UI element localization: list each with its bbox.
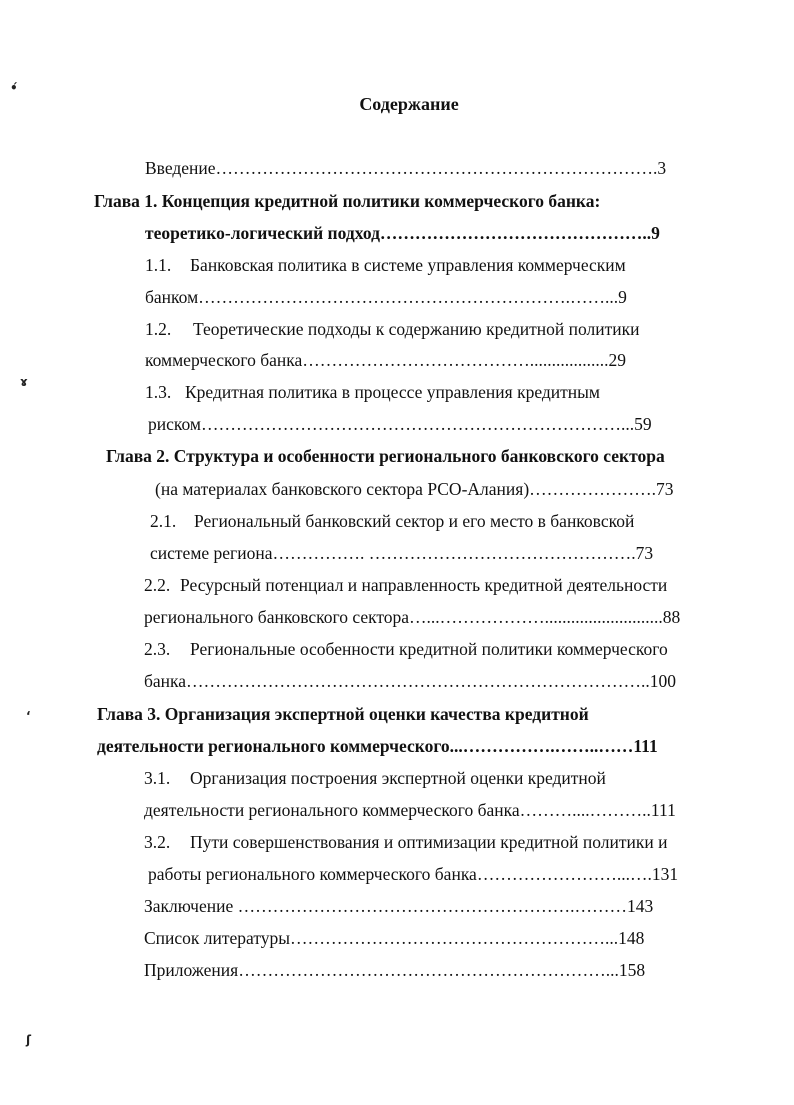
toc-section-3-1: [144, 767, 606, 789]
scan-speck: ʃ: [26, 1033, 31, 1047]
toc-section-1-2-page: коммерческого банка…………………………………..................29: [145, 350, 627, 370]
section-number: 2.3.: [144, 639, 171, 659]
section-number: 3.1.: [144, 768, 171, 788]
scan-speck: •́: [10, 81, 18, 95]
section-title: Пути совершенствования и оптимизации кредитной политики и: [190, 832, 668, 852]
toc-section-3-1-page: деятельности регионального коммерческого банка………....………..111: [144, 800, 676, 820]
section-title: Банковская политика в системе управления коммерческим: [190, 255, 626, 275]
toc-section-2-1: [150, 510, 634, 532]
toc-conclusion: Заключение ………………………………………………….………143: [144, 896, 654, 916]
toc-section-2-1-page: системе региона……………. ……………………………………….73: [150, 543, 654, 563]
toc-section-3-2: [144, 831, 667, 853]
toc-section-2-3: [144, 638, 668, 660]
scan-speck: ɤ: [20, 375, 28, 389]
toc-section-1-3-page: риском………………………………………………………………...59: [148, 414, 652, 434]
section-title: Организация построения экспертной оценки кредитной: [190, 768, 606, 788]
section-title: Региональные особенности кредитной политики коммерческого: [190, 639, 668, 659]
section-number: 1.1.: [145, 255, 172, 275]
section-title: Ресурсный потенциал и направленность кредитной деятельности: [180, 575, 668, 595]
section-title: Региональный банковский сектор и его место в банковской: [194, 511, 635, 531]
toc-intro: Введение………………………………………………………………….3: [145, 158, 667, 178]
toc-section-2-2: [144, 574, 667, 596]
toc-section-2-2-page: регионального банковского сектора…...………………...........................88: [144, 607, 681, 627]
section-title: Кредитная политика в процессе управления кредитным: [185, 382, 600, 402]
scan-speck: ‘: [26, 709, 31, 723]
section-title: Теоретические подходы к содержанию кредитной политики: [193, 319, 640, 339]
toc-section-1-3: [145, 381, 600, 403]
toc-bibliography: Список литературы………………………………………………...148: [144, 928, 645, 948]
toc-chapter-1-subtitle: теоретико-логический подход………………………………………..9: [145, 223, 660, 243]
section-number: 2.2.: [144, 575, 171, 595]
page-title: Содержание: [359, 94, 459, 114]
section-number: 1.2.: [145, 319, 172, 339]
toc-section-3-2-page: работы регионального коммерческого банка……………………...….131: [148, 864, 679, 884]
toc-chapter-3-title: Глава 3. Организация экспертной оценки качества кредитной: [97, 704, 589, 724]
toc-section-1-1-page: банком……………………………………………………….……...9: [145, 287, 627, 307]
section-number: 1.3.: [145, 382, 172, 402]
toc-section-1-2: [145, 318, 640, 340]
toc-section-2-3-page: банка……………………………………………………………………..100: [144, 671, 677, 691]
toc-chapter-1-title: Глава 1. Концепция кредитной политики коммерческого банка:: [94, 191, 601, 211]
toc-appendices: Приложения………………………………………………………...158: [144, 960, 646, 980]
toc-section-1-1: [145, 254, 626, 276]
toc-chapter-2-title: Глава 2. Структура и особенности регионального банковского сектора: [106, 446, 665, 466]
toc-chapter-3-subtitle: деятельности регионального коммерческого...…………….……..……111: [97, 736, 658, 756]
toc-chapter-2-subtitle: (на материалах банковского сектора РСО-Алания)………………….73: [155, 479, 674, 499]
section-number: 2.1.: [150, 511, 177, 531]
section-number: 3.2.: [144, 832, 171, 852]
